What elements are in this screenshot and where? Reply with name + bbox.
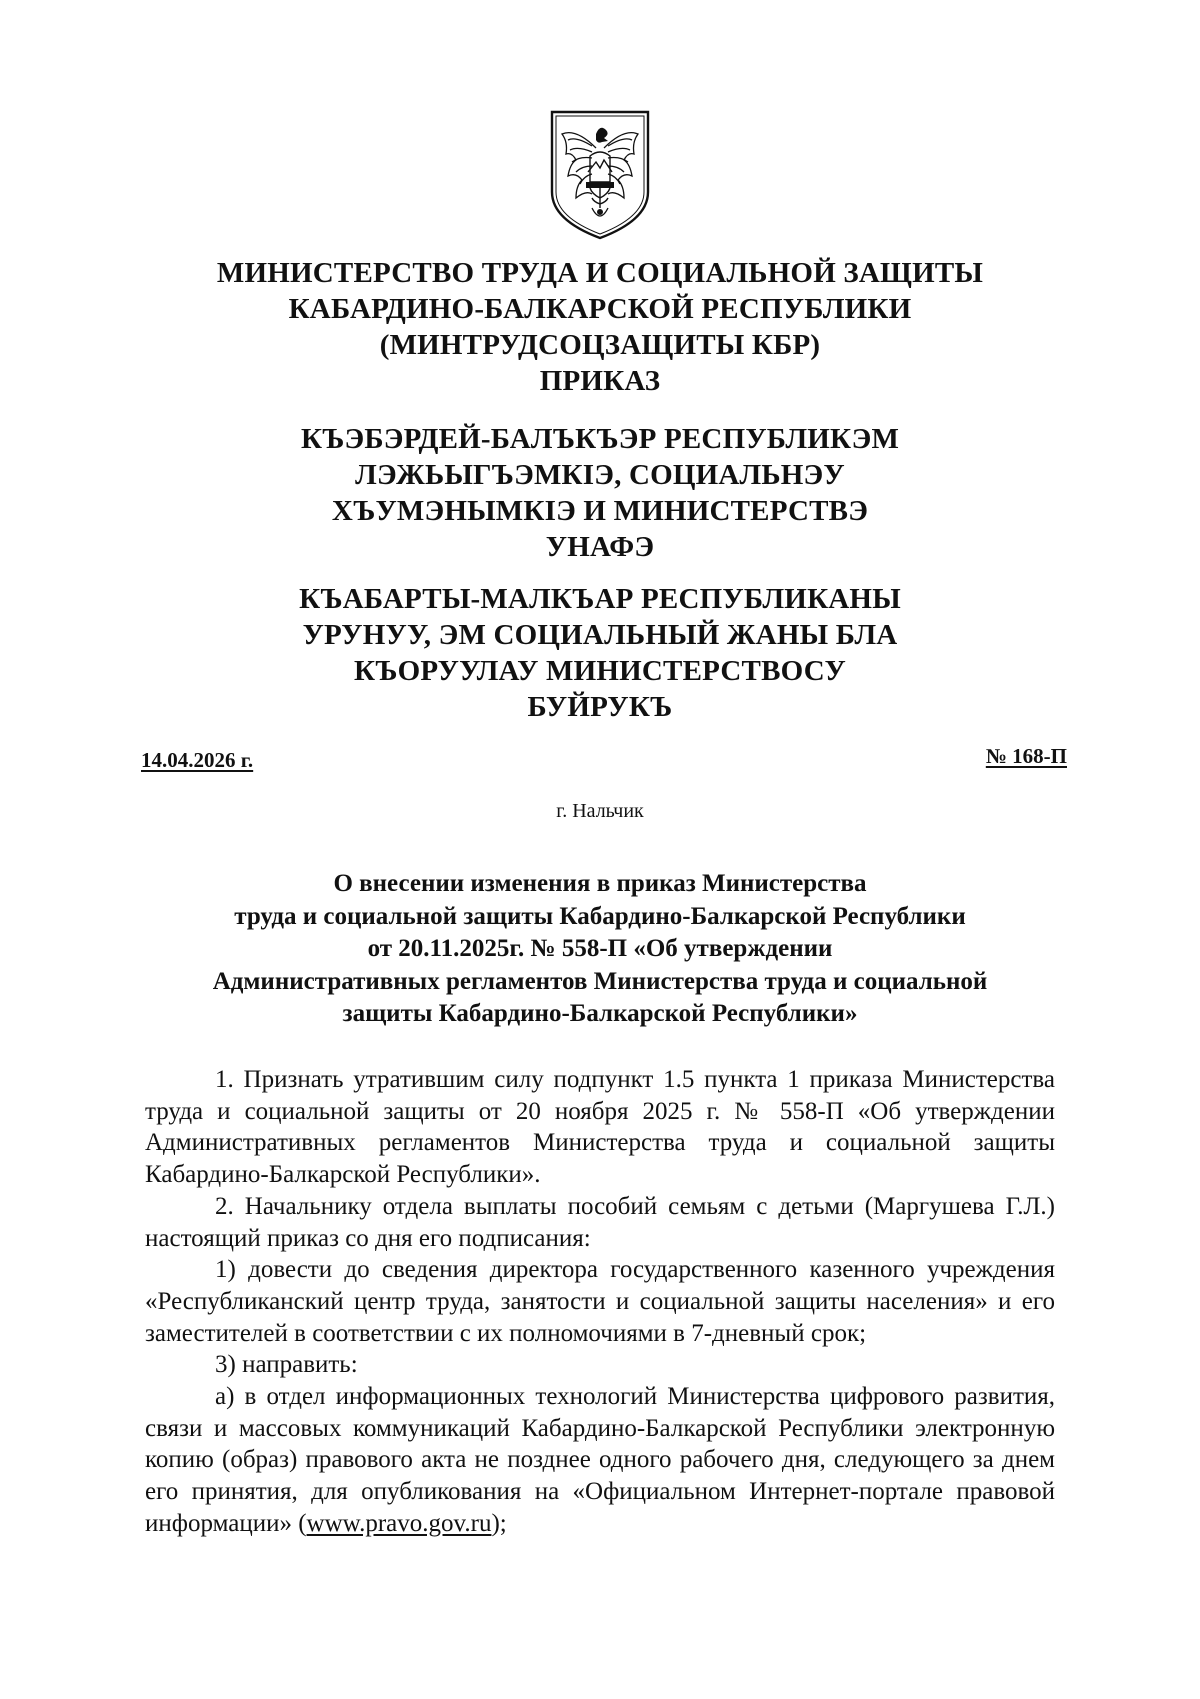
subject-line: от 20.11.2025г. № 558-П «Об утверждении <box>367 935 833 962</box>
header-line: УНАФЭ <box>545 531 655 563</box>
header-line: КЪАБАРТЫ-МАЛКЪАР РЕСПУБЛИКАНЫ <box>299 583 901 615</box>
header-line: ПРИКАЗ <box>539 365 661 397</box>
ministry-header-kabardian <box>150 421 1050 565</box>
subject-line: труда и социальной защиты Кабардино-Балкарской Республики <box>234 902 966 930</box>
city-line: г. Нальчик <box>556 800 644 822</box>
order-subject <box>140 868 1060 1031</box>
header-line: УРУНУУ, ЭМ СОЦИАЛЬНЫЙ ЖАНЫ БЛА <box>302 619 898 651</box>
paragraph-5-text: а) в отдел информационных технологий Министерства цифрового развития, связи и массовых коммуникаций Кабардино-Балкарской Республики электронную копию (образ) правового акта не позднее одного рабочего дня, следующего за днем его принятия, для опубликования на «Официальном Интернет-портале правовой информации» ( <box>145 1383 1055 1537</box>
subject-line: Административных регламентов Министерства труда и социальной <box>212 967 988 995</box>
header-line: КЪЭБЭРДЕЙ-БАЛЪКЪЭР РЕСПУБЛИКЭМ <box>300 423 900 455</box>
header-line: ХЪУМЭНЫМКIЭ И МИНИСТЕРСТВЭ <box>331 495 869 527</box>
order-body <box>145 1064 1055 1540</box>
paragraph-5-end: ); <box>491 1509 507 1537</box>
order-date: 14.04.2026 г. <box>141 748 254 772</box>
subject-line: защиты Кабардино-Балкарской Республики» <box>342 1000 858 1027</box>
ministry-header-russian <box>150 255 1050 399</box>
paragraph-5 <box>145 1381 1055 1540</box>
paragraph-4: 3) направить: <box>215 1351 358 1379</box>
header-line: ЛЭЖЬЫГЪЭМКIЭ, СОЦИАЛЬНЭУ <box>355 459 845 491</box>
paragraph-3: 1) довести до сведения директора государственного казенного учреждения «Республиканский центр труда, занятости и социальной защиты населения» и его заместителей в соответствии с их полномочиями в 7-дневный срок; <box>145 1256 1055 1347</box>
paragraph-2: 2. Начальнику отдела выплаты пособий семьям с детьми (Маргушева Г.Л.) настоящий приказ со дня его подписания: <box>145 1192 1055 1252</box>
header-line: МИНИСТЕРСТВО ТРУДА И СОЦИАЛЬНОЙ ЗАЩИТЫ <box>216 257 984 289</box>
coat-of-arms-emblem <box>546 108 654 242</box>
paragraph-1: 1. Признать утратившим силу подпункт 1.5 пункта 1 приказа Министерства труда и социальной защиты от 20 ноября 2025 г. № 558-П «Об утверждении Административных регламентов Министерства труда и социальной защиты Кабардино-Балкарской Республики». <box>145 1066 1055 1189</box>
order-number: № 168-П <box>985 744 1067 768</box>
subject-line: О внесении изменения в приказ Министерства <box>333 870 867 897</box>
header-line: КАБАРДИНО-БАЛКАРСКОЙ РЕСПУБЛИКИ <box>288 293 912 325</box>
pravo-link[interactable]: www.pravo.gov.ru <box>306 1509 492 1537</box>
header-line: БУЙРУКЪ <box>527 691 673 723</box>
ministry-header-balkar <box>150 581 1050 725</box>
header-line: (МИНТРУДСОЦЗАЩИТЫ КБР) <box>379 329 821 361</box>
header-line: КЪОРУУЛАУ МИНИСТЕРСТВОСУ <box>354 655 846 687</box>
